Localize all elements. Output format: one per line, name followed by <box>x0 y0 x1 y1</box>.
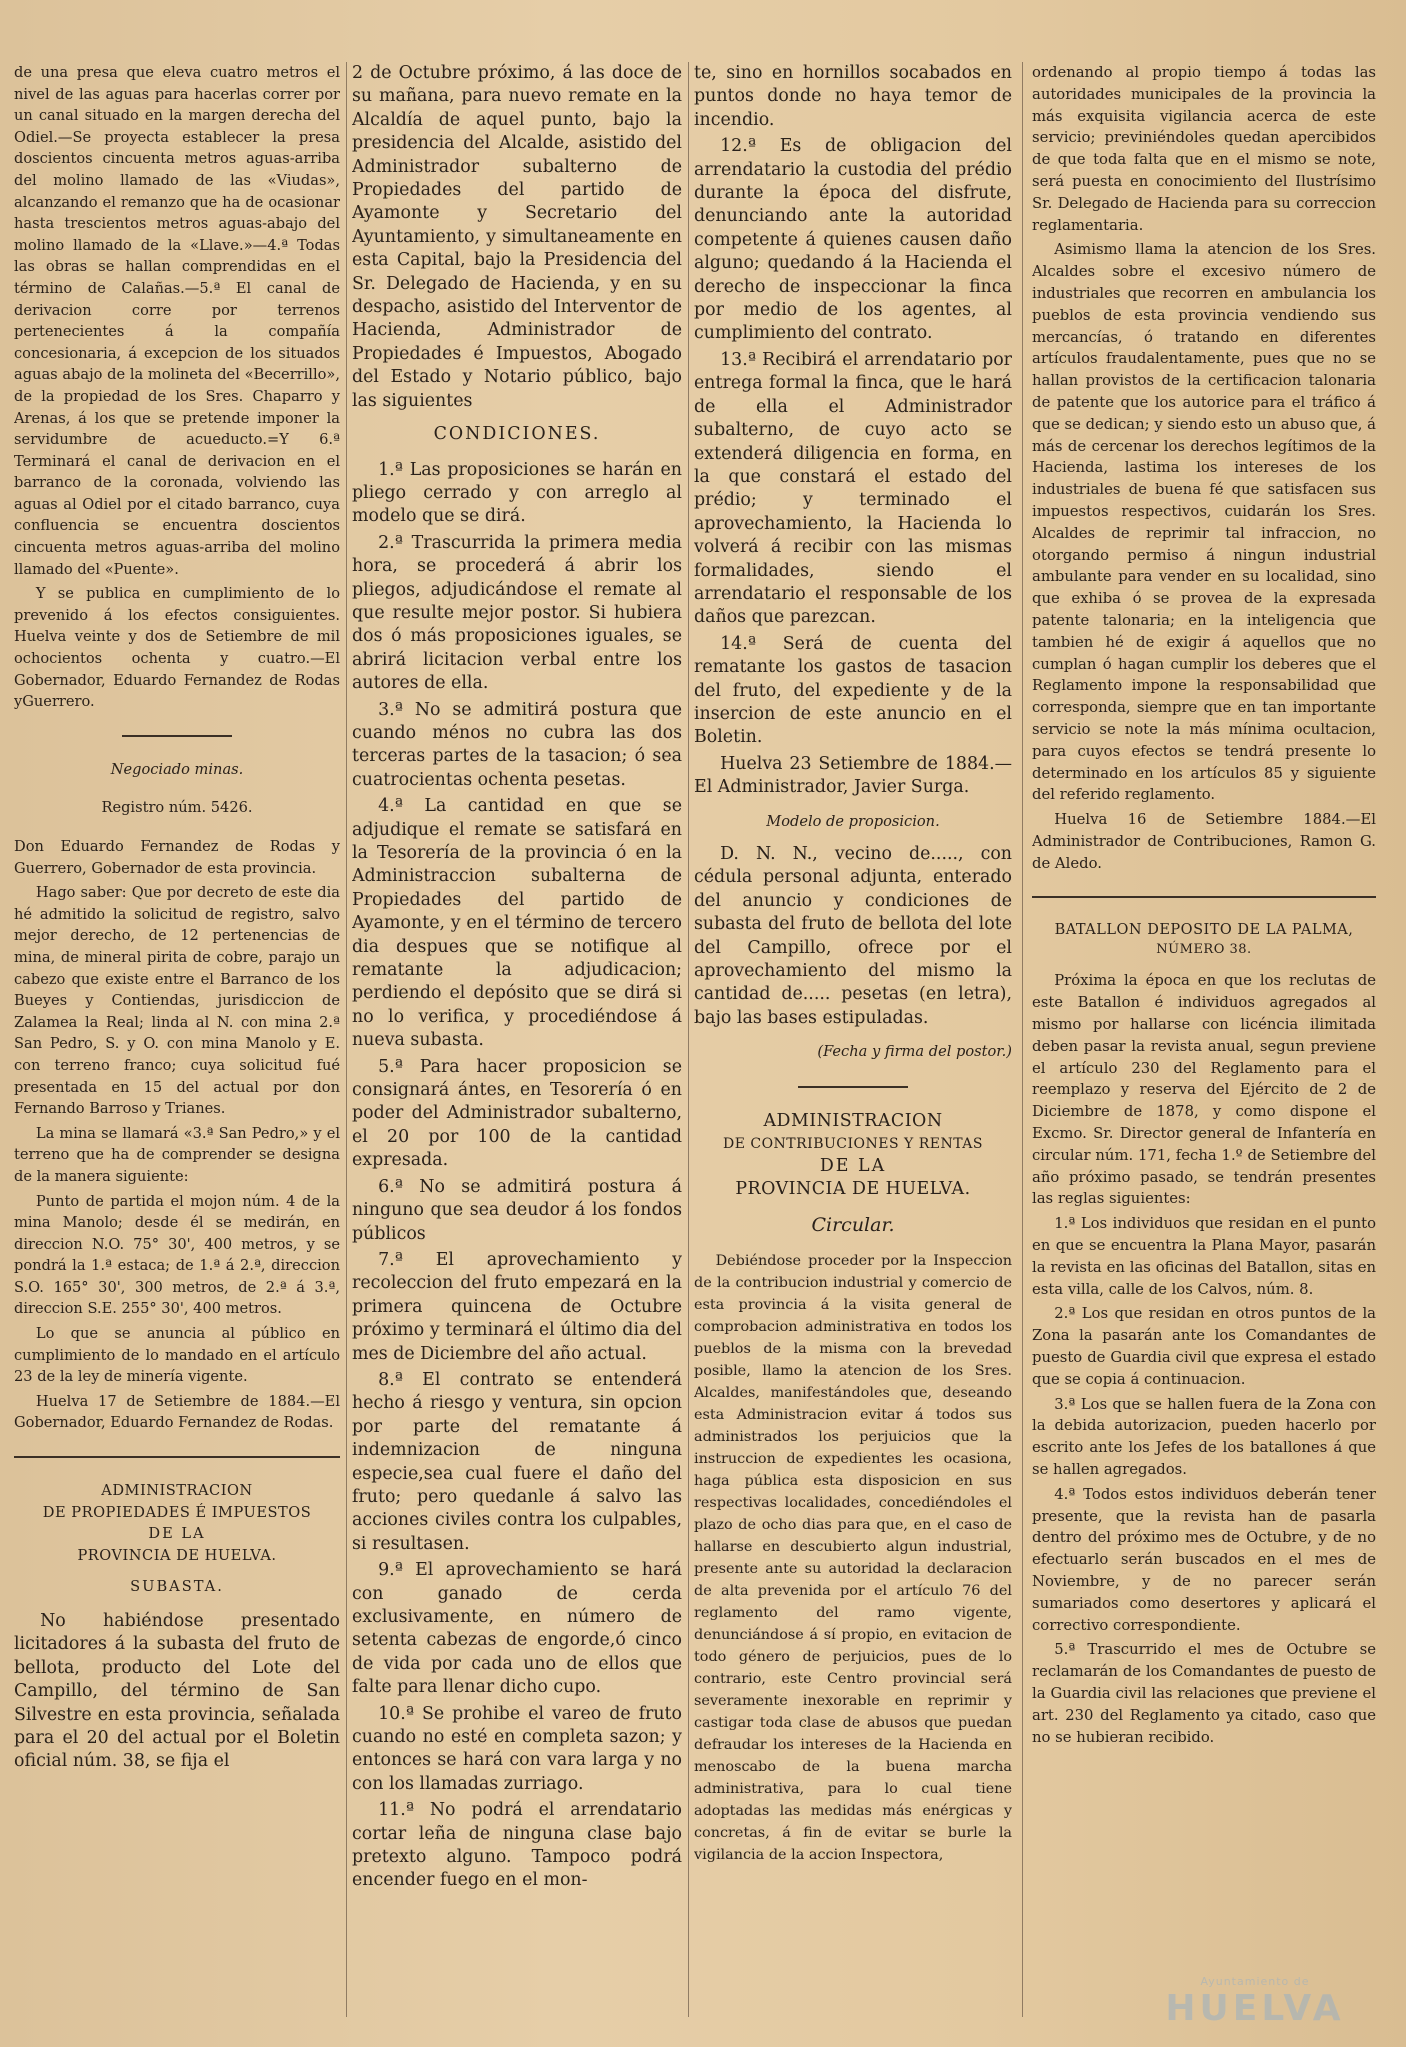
battalion-rule-1: 1.ª Los individuos que residan en el punto en que se encuentra la Plana Mayor, pasarán la revista en las oficinas del Batallon, sitas en esta villa, calle de los Calvos, núm. 8. <box>1032 1215 1376 1298</box>
admin2-heading-line3: DE LA <box>819 1156 887 1177</box>
circular-text: Debiéndose proceder por la Inspeccion de la contribucion industrial y comercio de esta provincia á la visita general de comprobacion administrativa en todos los pueblos de la misma con la brevedad posible, llamo la atencion de los Sres. Alcaldes, manifestándoles que, deseando esta Administracion evitar á todos sus administrados los perjuicios que la instruccion de expedientes les ocasiona, haga pública esta disposicion en sus respectivas localidades, concediéndoles el plazo de ocho dias para que, en el caso de hallarse en descubierto algun industrial, presente ante su autoridad la declaracion de alta prevenida por el artículo 76 del reglamento del ramo vigente, denunciándose á sí propio, en evitacion de todo género de perjuicios, pues de lo contrario, este Centro provincial será severamente inexorable en reprimir y castigar toda clase de abusos que puedan defraudar los intereses de la Hacienda en menoscabo de la buena marcha administrativa, para lo cual tiene adoptadas las medidas más enérgicas y concretas, á fin de evitar se burle la vigilancia de la accion Inspectora, <box>694 1252 1012 1863</box>
section-divider <box>14 1456 340 1458</box>
condition-5: 5.ª Para hacer proposicion se consignará ántes, en Tesorería ó en poder del Administrador subalterno, el 20 por 100 de la cantidad expresada. <box>352 1056 682 1171</box>
circular-continuation: ordenando al propio tiempo á todas las autoridades municipales de la provincia la más exquisita vigilancia acerca de este servicio; previniéndoles quedan apercibidos de que toda falta que en el mismo se note, será puesta en conocimiento del Ilustrísimo Sr. Delegado de Hacienda para su correccion reglamentaria. <box>1032 64 1376 234</box>
section-divider <box>122 735 232 737</box>
battalion-intro-text: Próxima la época en que los reclutas de este Batallon é individuos agregados al mismo por hallarse con licéncia ilimitada deben pasar la revista anual, segun previene el artículo 230 del Reglamento para el reemplazo y reserva del Ejército de 2 de Diciembre de 1878, y como dispone el Excmo. Sr. Director general de Infantería en circular núm. 171, fecha 1.º de Setiembre del año próximo pasado, se tendrán presentes las reglas siguientes: <box>1032 972 1376 1208</box>
column-rule-1 <box>346 62 347 2017</box>
column-rule-2 <box>688 62 689 2017</box>
proposal-model-text: D. N. N., vecino de....., con cédula personal adjunta, enterado del anuncio y condiciones de subasta del fruto de bellota del lote del Campillo, ofrece por el aprovechamiento del mismo la cantidad de..... pesetas (en letra), bajo las bases estipuladas. <box>694 844 1012 1028</box>
registry-number: Registro núm. 5426. <box>101 799 253 817</box>
condition-6: 6.ª No se admitirá postura á ninguno que sea deudor á los fondos públicos <box>352 1176 682 1244</box>
admin2-heading-line1: ADMINISTRACION <box>763 1110 943 1131</box>
admin2-heading-line4: PROVINCIA DE HUELVA. <box>735 1179 971 1200</box>
mine-name-text: La mina se llamará «3.ª San Pedro,» y el terreno que ha de comprender se designa de la manera siguiente: <box>14 1124 340 1185</box>
battalion-rule-5: 5.ª Trascurrido el mes de Octubre se reclamarán de los Comandantes de puesto de la Guardia civil las relaciones que previene el art. 230 del Reglamento ya citado, caso que no se hubieran recibido. <box>1032 1641 1376 1746</box>
archive-watermark <box>1130 1975 1380 2039</box>
water-notice-closing: Y se publica en cumplimiento de lo prevenido á los efectos consiguientes. Huelva veinte y dos de Setiembre de mil ochocientos ochenta y cuatro.—El Gobernador, Eduardo Fernandez de Rodas yGuerrero. <box>14 585 340 711</box>
governor-intro: Don Eduardo Fernandez de Rodas y Guerrero, Gobernador de esta provincia. <box>14 838 340 877</box>
mines-section-title: Negociado minas. <box>110 760 244 778</box>
mine-registry-text: Hago saber: Que por decreto de este dia hé admitido la solicitud de registro, salvo mejor derecho, de 12 pertenencias de mina, de mineral pirita de cobre, parajo un cabezo que existe entre el Barranco de los Bueyes y Contiendas, jurisdiccion de Zalamea la Real; linda al N. con mina 2.ª San Pedro, S. y O. con mina Manolo y E. con terreno franco; cuya solicitud fué presentada en 15 del actual por don Fernando Barroso y Trianes. <box>14 884 340 1118</box>
auction-intro-text: No habiéndose presentado licitadores á la subasta del fruto de bellota, producto del Lote del Campillo, del término de San Silvestre en esta provincia, señalada para el 20 del actual por el Boletin oficial núm. 38, se fija el <box>14 1611 340 1772</box>
condition-7: 7.ª El aprovechamiento y recoleccion del fruto empezará en la primera quincena de Octubre próximo y terminará el último dia del mes de Diciembre del año actual. <box>352 1249 682 1364</box>
condition-11: 11.ª No podrá el arrendatario cortar leña de ninguna clase bajo pretexto alguno. Tampoco podrá encender fuego en el mon- <box>352 1800 682 1891</box>
section-divider <box>1032 896 1376 898</box>
auction-title: SUBASTA. <box>130 1578 224 1596</box>
battalion-rule-2: 2.ª Los que residan en otros puntos de la Zona la pasarán ante los Comandantes de puesto de Guardia civil que expresa el estado que se copia á continuacion. <box>1032 1305 1376 1388</box>
column-rule-3 <box>1022 62 1023 2017</box>
condition-8: 8.ª El contrato se entenderá hecho á riesgo y ventura, sin opcion por parte del rematante á indemnizacion de ninguna especie,sea cual fuere el daño del fruto; pero quedanle á salvo las acciones civiles contra los culpables, si resultasen. <box>352 1369 682 1554</box>
column-4 <box>1032 62 1376 2035</box>
mine-announcement-text: Lo que se anuncia al público en cumplimiento de lo mandado en el artículo 23 de la ley de minería vigente. <box>14 1325 340 1386</box>
condition-1: 1.ª Las proposiciones se harán en pliego cerrado y con arreglo al modelo que se dirá. <box>352 459 682 527</box>
circular-ambulant-text: Asimismo llama la atencion de los Sres. Alcaldes sobre el excesivo número de industriales que recorren en ambulancia los pueblos de esta provincia vendiendo sus mercancías, ó tratando en diferentes artículos fraudalentamente, pues que no se hallan provistos de la certificacion talonaria de patente que los autorice para el tráfico á que se dedican; y siendo esto un abuso que, á más de cercenar los derechos legítimos de la Hacienda, lastima los intereses de los industriales de buena fé que satisfacen sus impuestos respectivos, cuidarán los Sres. Alcaldes de reprimir tal infraccion, no otorgando permiso á ningun industrial ambulante para vender en su localidad, sino que exhiba ó se provea de la expresada patente talonaria; en la inteligencia que tambien hé de exigir á aquellos que no cumplan ó hagan cumplir los deberes que el Reglamento impone la responsabilidad que corresponda, siempre que en tan importante servicio se note la más mínima ocultacion, para cuyos efectos se tendrá presente lo determinado en los artículos 85 y siguiente del referido reglamento. <box>1032 241 1376 804</box>
battalion-rule-3: 3.ª Los que se hallen fuera de la Zona con la debida autorizacion, pueden hacerlo por escrito ante los Jefes de los batallones á que se hallen agregados. <box>1032 1395 1376 1479</box>
auction-continuation-text: 2 de Octubre próximo, á las doce de su mañana, para nuevo remate en la Alcaldía de aquel punto, bajo la presidencia del Alcalde, asistido del Administrador subalterno de Propiedades del partido de Ayamonte y Secretario del Ayuntamiento, y simultaneamente en esta Capital, bajo la Presidencia del Sr. Delegado de Hacienda, y en su despacho, asistido del Interventor de Hacienda, Administrador de Propiedades é Impuestos, Abogado del Estado y Notario público, bajo las siguientes <box>352 63 682 411</box>
admin-heading-line4: PROVINCIA DE HUELVA. <box>77 1546 277 1564</box>
mine-boundaries-text: Punto de partida el mojon núm. 4 de la mina Manolo; desde él se medirán, en direccion N.O. 75° 30', 400 metros, y se pondrá la 1.ª estaca; de 1.ª á 2.ª, direccion S.O. 165° 30', 300 metros, de 2.ª á 3.ª, direccion S.E. 255° 30', 400 metros. <box>14 1192 340 1318</box>
admin-heading-line3: DE LA <box>148 1525 206 1543</box>
condition-14: 14.ª Será de cuenta del rematante los gastos de tasacion del fruto, del expediente y de la insercion de este anuncio en el Boletin. <box>694 633 1012 748</box>
condition-4: 4.ª La cantidad en que se adjudique el remate se satisfará en la Tesorería de la provincia ó en la Administraccion subalterna de Propiedades del partido de Ayamonte, y en el término de tercero dia despues que se notifique al rematante la adjudicacion; perdiendo el depósito que se dirá si no lo verifica, y procediéndose á nueva subasta. <box>352 796 682 1051</box>
column-2 <box>352 62 682 2035</box>
proposal-signature-note: (Fecha y firma del postor.) <box>817 1043 1012 1061</box>
admin2-heading-line2: DE CONTRIBUCIONES Y RENTAS <box>722 1136 984 1153</box>
condition-2: 2.ª Trascurrida la primera media hora, se procederá á abrir los pliegos, adjudicándose el remate al que resulte mejor postor. Si hubiera dos ó más proposiciones iguales, se abrirá licitacion verbal entre los autores de ella. <box>352 532 682 694</box>
condition-13: 13.ª Recibirá el arrendatario por entrega formal la finca, que le hará de ella el Administrador subalterno, de cuyo acto se extenderá diligencia en forma, en la que constará el estado del prédio; y terminado el aprovechamiento, la Hacienda lo volverá á recibir con las mismas formalidades, siendo el arrendatario el responsable de los daños que parezcan. <box>694 349 1012 628</box>
condition-12: 12.ª Es de obligacion del arrendatario la custodia del prédio durante la época del disfrute, denunciando ante la autoridad competente á quienes causen daño alguno; quedando á la Hacienda el derecho de inspeccionar la finca por medio de los agentes, al cumplimiento del contrato. <box>694 136 1012 344</box>
battalion-rule-4: 4.ª Todos estos individuos deberán tener presente, que la revista han de pasarla dentro del próximo mes de Octubre, y de no efectuarlo serán buscados en el mes de Noviembre, y de no parecer serán sumariados como desertores y aplicará el correctivo correspondiente. <box>1032 1485 1376 1634</box>
mine-signature: Huelva 17 de Setiembre de 1884.—El Gobernador, Eduardo Fernandez de Rodas. <box>14 1392 340 1432</box>
battalion-heading: BATALLON DEPOSITO DE LA PALMA, <box>1054 922 1354 939</box>
conditions-title: CONDICIONES. <box>433 424 601 445</box>
admin-heading-line2: DE PROPIEDADES É IMPUESTOS <box>42 1503 312 1521</box>
condition-9: 9.ª El aprovechamiento se hará con ganado de cerda exclusivamente, en número de setenta cabezas de engorde,ó cinco de vida por cada uno de ellos que falte para llenar dicho cupo. <box>352 1560 682 1698</box>
circular-title: Circular. <box>811 1213 895 1236</box>
condition-3: 3.ª No se admitirá postura que cuando ménos no cubra las dos terceras partes de la tasacion; ó sea cuatrocientas ochenta pesetas. <box>352 699 682 790</box>
proposal-model-title: Modelo de proposicion. <box>766 812 940 830</box>
auction-signature: Huelva 23 Setiembre de 1884.—El Administrador, Javier Surga. <box>694 753 1012 798</box>
watermark-top-text: Ayuntamiento de <box>1200 1975 1310 1988</box>
column-1 <box>14 62 340 2035</box>
watermark-main-text: HUELVA <box>1165 1988 1345 2029</box>
water-notice-text: de una presa que eleva cuatro metros el nivel de las aguas para hacerlas correr por un canal situado en la margen derecha del Odiel.—Se proyecta establecer la presa doscientos cincuenta metros aguas-arriba del molino llamado de las «Viudas», alcanzando el remanzo que ha de ocasionar hasta trescientos metros aguas-abajo del molino llamado de la «Llave.»—4.ª Todas las obras se hallan comprendidas en el término de Calañas.—5.ª El canal de derivacion corre por terrenos pertenecientes á la compañía concesionaria, á excepcion de los situados aguas abajo de la molineta del «Becerrillo», de la propiedad de los Sres. Chaparro y Arenas, á los que se pretende imponer la servidumbre de acueducto.=Y 6.ª Terminará el canal de derivacion en el barranco de la coronada, volviendo las aguas al Odiel por el citado barranco, cuya confluencia se encuentra doscientos cincuenta metros aguas-arriba del molino llamado del «Puente». <box>14 64 340 578</box>
battalion-number: NÚMERO 38. <box>1156 942 1252 958</box>
circular-signature: Huelva 16 de Setiembre 1884.—El Administrador de Contribuciones, Ramon G. de Aledo. <box>1032 811 1376 872</box>
condition-11-continuation: te, sino en hornillos socabados en puntos donde no haya temor de incendio. <box>694 63 1012 130</box>
condition-10: 10.ª Se prohibe el vareo de fruto cuando no esté en completa sazon; y entonces se hará con vara larga y no con los llamadas zurriago. <box>352 1703 682 1794</box>
column-3 <box>694 62 1012 2035</box>
admin-heading-line1: ADMINISTRACION <box>101 1482 253 1500</box>
section-divider <box>798 1086 908 1088</box>
